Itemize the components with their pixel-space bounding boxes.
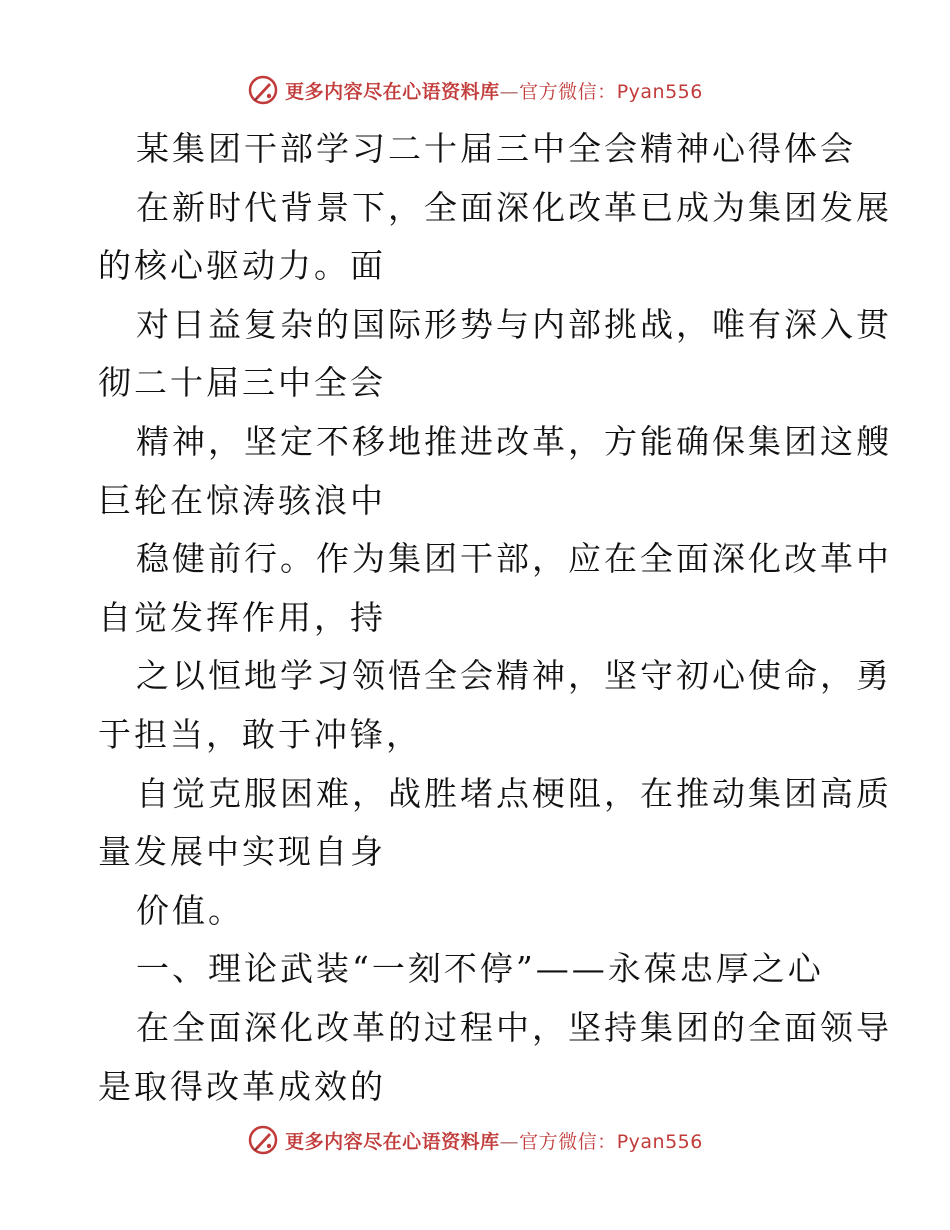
- banner-dash: —: [499, 80, 520, 103]
- banner-main-text: 更多内容尽在心语资料库: [285, 80, 500, 103]
- quill-pen-logo-icon: [247, 74, 279, 106]
- doc-line: 之以恒地学习领悟全会精神，坚守初心使命，勇: [136, 656, 892, 696]
- banner-account: Pyan556: [616, 80, 703, 103]
- doc-line: 价值。: [136, 890, 244, 930]
- banner-account: Pyan556: [616, 1130, 703, 1153]
- doc-title: 某集团干部学习二十届三中全会精神心得体会: [136, 129, 856, 168]
- banner-text: [285, 77, 703, 104]
- doc-line: 精神，坚定不移地推进改革，方能确保集团这艘: [136, 421, 892, 461]
- doc-line: 的核心驱动力。面: [98, 246, 386, 286]
- doc-line: 是取得改革成效的: [98, 1066, 386, 1106]
- doc-line: 自觉克服困难，战胜堵点梗阻，在推动集团高质: [136, 773, 892, 813]
- doc-line: 彻二十届三中全会: [98, 363, 386, 403]
- quill-pen-logo-icon: [247, 1124, 279, 1156]
- banner-wechat-label: 官方微信：: [519, 1130, 617, 1153]
- banner-main-text: 更多内容尽在心语资料库: [285, 1130, 500, 1153]
- banner-text: [285, 1127, 703, 1154]
- doc-line: 巨轮在惊涛骇浪中: [98, 480, 386, 520]
- doc-line: 在全面深化改革的过程中，坚持集团的全面领导: [136, 1007, 892, 1047]
- doc-line: 自觉发挥作用，持: [98, 597, 386, 637]
- header-watermark-banner: [0, 70, 950, 110]
- doc-line: 稳健前行。作为集团干部，应在全面深化改革中: [136, 539, 892, 579]
- doc-line: 在新时代背景下，全面深化改革已成为集团发展: [136, 187, 892, 227]
- section-heading: 一、理论武装“一刻不停”——永葆忠厚之心: [136, 949, 824, 989]
- banner-wechat-label: 官方微信：: [519, 80, 617, 103]
- document-body: [98, 120, 892, 1116]
- banner-dash: —: [499, 1130, 520, 1153]
- doc-line: 于担当，敢于冲锋，: [98, 714, 422, 754]
- footer-watermark-banner: [0, 1120, 950, 1160]
- doc-line: 对日益复杂的国际形势与内部挑战，唯有深入贯: [136, 304, 892, 344]
- doc-line: 量发展中实现自身: [98, 832, 386, 872]
